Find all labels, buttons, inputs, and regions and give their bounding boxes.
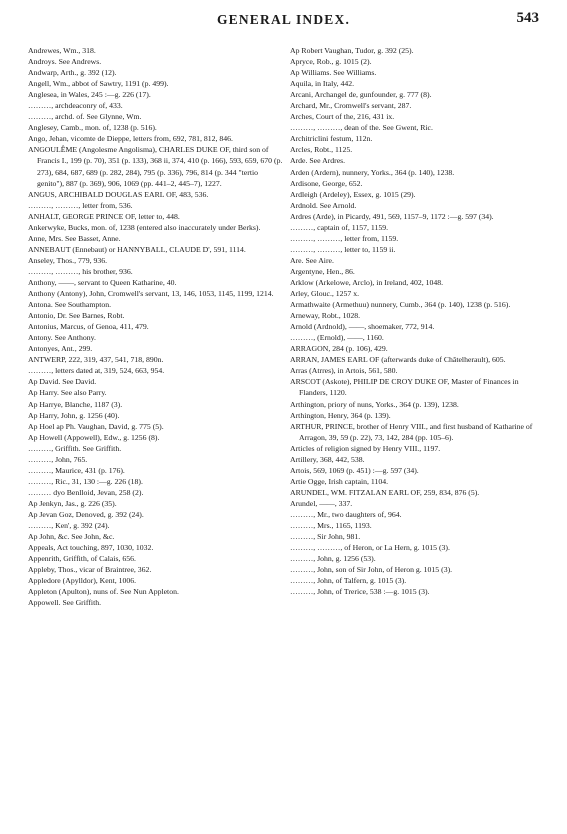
index-entry: Angell, Wm., abbot of Sawtry, 1191 (p. 499). bbox=[28, 79, 169, 89]
index-entry: ………, Sir John, 981. bbox=[290, 532, 361, 542]
index-entry: Arthington, Henry, 364 (p. 139). bbox=[290, 410, 391, 420]
index-entry: Andrewes, Wm., 318. bbox=[28, 46, 96, 55]
index-entry: Ardnold. See Arnold. bbox=[290, 200, 357, 210]
index-entry: Appenrith, Griffith, of Calais, 656. bbox=[28, 554, 136, 564]
index-entry: Arthington, priory of nuns, Yorks., 364 (p. 139), 1238. bbox=[290, 399, 459, 409]
index-entry: Arde. See Ardres. bbox=[290, 156, 346, 166]
page-header bbox=[0, 10, 567, 30]
index-entry: Antona. See Southampton. bbox=[28, 300, 112, 310]
index-entry: ………, Maurice, 431 (p. 176). bbox=[28, 465, 125, 475]
left-index-column bbox=[28, 45, 285, 608]
index-entry: Artois, 569, 1069 (p. 451) :—g. 597 (34). bbox=[290, 465, 419, 475]
index-entry: Anglesea, in Wales, 245 :—g. 226 (17). bbox=[28, 90, 151, 100]
index-entry: Ankerwyke, Bucks, mon. of, 1238 (entered also inaccurately under Berks). bbox=[28, 222, 261, 232]
index-entry: Appowell. See Griffith. bbox=[28, 598, 102, 608]
index-entry: Ango, Jehan, vicomte de Dieppe, letters from, 692, 781, 812, 846. bbox=[28, 134, 233, 144]
running-title: GENERAL INDEX. bbox=[216, 12, 351, 27]
index-entry: Ardleigh (Ardeley), Essex, g. 1015 (29). bbox=[290, 189, 416, 199]
index-entry: ARTHUR, PRINCE, brother of Henry VIII., and first husband of Katharine of Arragon, 39, 59 (p. 22), 73, 142, 284 (pp. 105–6). bbox=[290, 421, 533, 442]
index-entry: Anglesey, Camb., mon. of, 1238 (p. 516). bbox=[28, 123, 157, 133]
index-entry: Aquila, in Italy, 442. bbox=[290, 79, 355, 89]
index-entry: Ardres (Arde), in Picardy, 491, 569, 1157–9, 1172 :—g. 597 (34). bbox=[290, 211, 494, 221]
index-entry: Archard, Mr., Cromwell's servant, 287. bbox=[290, 101, 412, 111]
index-entry: ………, archd. of. See Glynne, Wm. bbox=[28, 112, 142, 122]
index-entry: Appleton (Apulton), nuns of. See Nun Appleton. bbox=[28, 587, 179, 597]
index-entry: Ap Williams. See Williams. bbox=[290, 68, 377, 78]
index-entry: ………, John, g. 1256 (53). bbox=[290, 554, 376, 564]
index-entry: Ardisone, George, 652. bbox=[290, 178, 363, 188]
index-entry: Arundel, ——, 337. bbox=[290, 498, 353, 508]
index-entry: Appleby, Thos., vicar of Braintree, 362. bbox=[28, 565, 152, 575]
index-entry: Arnold (Ardnold), ——, shoemaker, 772, 914. bbox=[290, 322, 435, 332]
index-entry: ………, ………, of Heron, or La Hern, g. 1015 (3). bbox=[290, 543, 450, 553]
index-entry: Ap David. See David. bbox=[28, 377, 97, 387]
index-entry: Apryce, Rob., g. 1015 (2). bbox=[290, 57, 372, 67]
index-entry: Arcles, Robt., 1125. bbox=[290, 145, 353, 155]
index-entry: ………, Mr., two daughters of, 964. bbox=[290, 509, 402, 519]
index-entry: ………, John, 765. bbox=[28, 454, 88, 464]
index-entry: Ap Howell (Appowell), Edw., g. 1256 (8). bbox=[28, 432, 160, 442]
index-entry: ………, Mrs., 1165, 1193. bbox=[290, 521, 372, 531]
index-entry: Architriclini festum, 112n. bbox=[290, 134, 373, 144]
index-entry: ARRAGON, 284 (p. 106), 429. bbox=[290, 344, 388, 354]
index-entry: ARUNDEL, WM. FITZALAN EARL OF, 259, 834, 876 (5). bbox=[290, 487, 480, 497]
index-entry: ………, Ric., 31, 130 :—g. 226 (18). bbox=[28, 476, 143, 486]
index-entry: Arras (Atrres), in Artois, 561, 580. bbox=[290, 366, 398, 376]
index-entry: Arden (Ardern), nunnery, Yorks., 364 (p. 140), 1238. bbox=[290, 167, 455, 177]
index-entry: Antonio, Dr. See Barnes, Robt. bbox=[28, 311, 125, 321]
index-entry: ARSCOT (Askote), PHILIP DE CROY DUKE OF, Master of Finances in Flanders, 1120. bbox=[290, 377, 519, 398]
index-entry: ………, archdeaconry of, 433. bbox=[28, 101, 123, 111]
index-entry: ANTWERP, 222, 319, 437, 541, 718, 890n. bbox=[28, 355, 164, 365]
index-entry: Ap Harry, John, g. 1256 (40). bbox=[28, 410, 120, 420]
index-entry: Arches, Court of the, 216, 431 ix. bbox=[290, 112, 395, 122]
index-entry: ………, ………, dean of the. See Gwent, Ric. bbox=[290, 123, 433, 133]
index-entry: Anseley, Thos., 779, 936. bbox=[28, 255, 108, 265]
index-entry: ………, ………, letter to, 1159 ii. bbox=[290, 244, 396, 254]
index-entry: Are. See Aire. bbox=[290, 255, 334, 265]
index-entry: Armathwaite (Armethuu) nunnery, Cumb., 364 (p. 140), 1238 (p. 516). bbox=[290, 300, 511, 310]
index-entry: ANGUS, ARCHIBALD DOUGLAS EARL OF, 483, 536. bbox=[28, 189, 209, 199]
index-entry: Arley, Glouc., 1257 x. bbox=[290, 289, 360, 299]
index-entry: ARRAN, JAMES EARL OF (afterwards duke of Châtelherault), 605. bbox=[290, 355, 506, 365]
index-entry: Ap Hoel ap Ph. Vaughan, David, g. 775 (5). bbox=[28, 421, 164, 431]
index-entry: ………, ………, his brother, 936. bbox=[28, 266, 133, 276]
index-entry: ………, ………, letter from, 536. bbox=[28, 200, 133, 210]
index-entry: Artie Ogge, Irish captain, 1104. bbox=[290, 476, 389, 486]
index-entry: Ap Jenkyn, Jas., g. 226 (35). bbox=[28, 498, 117, 508]
index-entry: Antony. See Anthony. bbox=[28, 333, 96, 343]
index-entry: Arcani, Archangel de, gunfounder, g. 777 (8). bbox=[290, 90, 432, 100]
index-entry: ………, John, of Talfern, g. 1015 (3). bbox=[290, 576, 407, 586]
index-entry: Ap John, &c. See John, &c. bbox=[28, 532, 115, 542]
index-entry: ………, Ken', g. 392 (24). bbox=[28, 521, 110, 531]
index-entry: ………, letters dated at, 319, 524, 663, 954. bbox=[28, 366, 165, 376]
index-entry: Andwarp, Arth., g. 392 (12). bbox=[28, 68, 117, 78]
index-entry: ……… dyo Benlloid, Jevan, 258 (2). bbox=[28, 487, 144, 497]
index-entry: Ap Harry. See also Parry. bbox=[28, 388, 107, 398]
index-entry: Antonyes, Ant., 299. bbox=[28, 344, 93, 354]
index-entry: Androys. See Andrews. bbox=[28, 57, 102, 67]
index-entry: Ap Harrye, Blanche, 1187 (3). bbox=[28, 399, 123, 409]
index-entry: Anthony, ——, servant to Queen Katharine, 40. bbox=[28, 277, 177, 287]
right-index-column bbox=[290, 45, 547, 597]
index-entry: Arklow (Arkelowe, Arclo), in Ireland, 402, 1048. bbox=[290, 277, 444, 287]
index-entry: Arneway, Robt., 1028. bbox=[290, 311, 361, 321]
index-entry: Appeals, Act touching, 897, 1030, 1032. bbox=[28, 543, 154, 553]
index-entry: ANGOULÊME (Angolesme Angolisma), CHARLES DUKE OF, third son of Francis I., 199 (p. 70), 351 (p. 133), 368 ii, 374, 410 (p. 166), 593, 659, 670 (p. 273), 684, 687, 689 (p. 282, 284), 795 (p. 336), 796, 814 (p. 344 "tertio genito"), 887 (p. 369), 906, 1069 (pp. 441–2, 445–7), 1227. bbox=[28, 145, 283, 188]
index-entry: Appledore (Apylldor), Kent, 1006. bbox=[28, 576, 137, 586]
index-entry: ………, ………, letter from, 1159. bbox=[290, 233, 399, 243]
index-entry: ANNEBAUT (Ennebaut) or HANNYBALL, CLAUDE D', 591, 1114. bbox=[28, 244, 246, 254]
index-entry: Articles of religion signed by Henry VIII., 1197. bbox=[290, 443, 441, 453]
index-entry: Artillery, 368, 442, 538. bbox=[290, 454, 365, 464]
index-entry: Anne, Mrs. See Basset, Anne. bbox=[28, 233, 121, 243]
index-entry: Argentyne, Hen., 86. bbox=[290, 266, 355, 276]
index-entry: ………, (Ernold), ——, 1160. bbox=[290, 333, 384, 343]
page-number: 543 bbox=[516, 10, 539, 26]
index-entry: ………, John, son of Sir John, of Heron g. 1015 (3). bbox=[290, 565, 453, 575]
index-entry: ………, John, of Trerice, 538 :—g. 1015 (3). bbox=[290, 587, 430, 597]
index-entry: ………, captain of, 1157, 1159. bbox=[290, 222, 389, 232]
index-entry: ………, Griffith. See Griffith. bbox=[28, 443, 122, 453]
index-entry: Ap Robert Vaughan, Tudor, g. 392 (25). bbox=[290, 46, 414, 55]
index-entry: Anthony (Antony), John, Cromwell's servant, 13, 146, 1053, 1145, 1199, 1214. bbox=[28, 289, 274, 299]
index-entry: ANHALT, GEORGE PRINCE OF, letter to, 448. bbox=[28, 211, 180, 221]
index-entry: Antonius, Marcus, of Genoa, 411, 479. bbox=[28, 322, 149, 332]
index-entry: Ap Jevan Goz, Denoved, g. 392 (24). bbox=[28, 509, 144, 519]
